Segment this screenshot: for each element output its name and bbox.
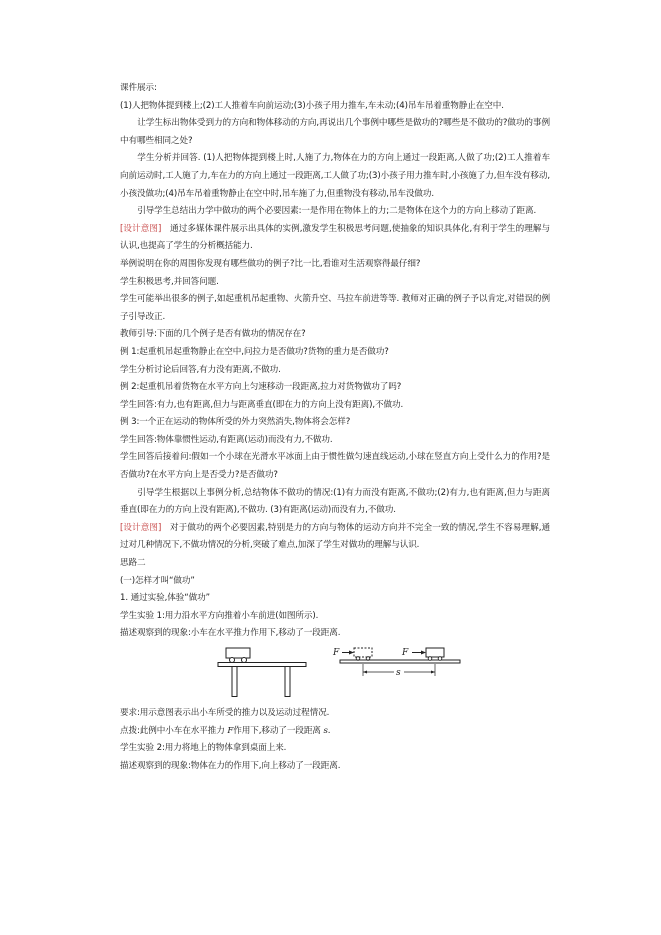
- cart-diagram: [120, 643, 550, 703]
- symbol-s: s: [323, 725, 328, 736]
- heading-courseware: 课件展示:: [120, 83, 157, 93]
- cart-body: [226, 648, 250, 658]
- experiment-2: 学生实验 2:用力将地上的物体拿到桌面上来.: [120, 743, 287, 754]
- paragraph: 让学生标出物体受到力的方向和物体移动的方向,再说出几个事例中哪些是做功的?哪些是不做功的?做功的事例中有哪些相同之处?: [120, 118, 550, 146]
- paragraph: 引导学生总结出力学中做功的两个必要因素:一是作用在物体上的力;二是物体在这个力的方向上移动了距离.: [137, 206, 537, 217]
- cart-wheel: [428, 657, 432, 661]
- symbol-F: F: [227, 725, 234, 736]
- example-3: 例 3:一个正在运动的物体所受的外力突然消失,物体将会怎样?: [120, 417, 351, 428]
- arrow-head: [421, 651, 426, 655]
- subsection-heading: (一)怎样才叫“做功”: [120, 575, 195, 586]
- section-heading: 思路二: [120, 558, 146, 569]
- hint-text: .: [327, 725, 331, 736]
- paragraph: 引导学生根据以上事例分析,总结物体不做功的情况:(1)有力而没有距离,不做功;(2)有力,也有距离,但力与距离垂直(即在力的方向上没有距离),不做功. (3)有距离(运动)而没有力,不做功.: [120, 487, 550, 516]
- document-body: [120, 80, 550, 775]
- design-intent-text: 对于做功的两个必要因素,特别是力的方向与物体的运动方向并不完全一致的情况,学生不容易理解,通过对几种情况下,不做功情况的分析,突破了难点,加深了学生对做功的理解与认识.: [120, 522, 551, 551]
- paragraph: 学生积极思考,并回答问题.: [120, 276, 219, 287]
- cart-end-position: [426, 648, 444, 657]
- cart-start-position: [354, 648, 372, 657]
- arrow-head: [363, 671, 367, 674]
- cart-push-figure: [120, 643, 550, 703]
- table-leg: [285, 667, 290, 697]
- paragraph: 学生可能举出很多的例子,如起重机吊起重物、火箭升空、马拉车前进等等. 教师对正确的例子予以肯定,对错误的例子引导改正.: [120, 294, 550, 322]
- paragraph: 学生分析讨论后回答,有力没有距离,不做功.: [120, 364, 281, 375]
- force-displacement-diagram: [332, 648, 460, 678]
- paragraph: 描述观察到的现象:小车在水平推力作用下,移动了一段距离.: [120, 628, 341, 639]
- design-intent-text: 通过多媒体课件展示出具体的实例,激发学生积极思考问题,使抽象的知识具体化,有利于学生的理解与认识,也提高了学生的分析概括能力.: [120, 223, 551, 252]
- paragraph: 教师引导:下面的几个例子是否有做功的情况存在?: [120, 329, 306, 340]
- table-top: [218, 663, 306, 667]
- cart-wheel: [438, 657, 442, 661]
- force-label-right: F: [402, 648, 409, 658]
- paragraph: (1)人把物体提到楼上;(2)工人推着车向前运动;(3)小孩子用力推车,车未动;(4)吊车吊着重物静止在空中.: [120, 100, 504, 111]
- subsection-heading: 1. 通过实验,体验“做功”: [120, 593, 210, 604]
- paragraph: 学生回答:有力,也有距离,但力与距离垂直(即在力的方向上没有距离),不做功.: [120, 399, 404, 410]
- paragraph: 要求:用示意图表示出小车所受的推力以及运动过程情况.: [120, 708, 330, 718]
- paragraph: 学生回答后接着问:假如一个小球在光滑水平冰面上由于惯性做匀速直线运动,小球在竖直方向上受什么力的作用?是否做功?在水平方向上是否受力?是否做功?: [120, 452, 550, 481]
- design-intent-paragraph: [120, 221, 550, 256]
- experiment-1: 学生实验 1:用力沿水平方向推着小车前进(如图所示).: [120, 610, 319, 621]
- paragraph: 描述观察到的现象:物体在力的作用下,向上移动了一段距离.: [120, 760, 341, 771]
- hint-text: 作用下,移动了一段距离: [233, 725, 324, 736]
- design-intent-tag: [设计意图]: [120, 223, 162, 234]
- design-intent-tag: [设计意图]: [120, 522, 162, 533]
- hint-text: 点拨:此例中小车在水平推力: [120, 725, 228, 736]
- table-leg: [232, 667, 237, 697]
- hint-paragraph: [120, 723, 550, 741]
- force-label-left: F: [333, 648, 340, 658]
- design-intent-paragraph: [120, 520, 550, 555]
- example-1: 例 1:起重机吊起重物静止在空中,问拉力是否做功?货物的重力是否做功?: [120, 346, 389, 357]
- cart-on-table-illustration: [218, 648, 306, 697]
- example-2: 例 2:起重机吊着货物在水平方向上匀速移动一段距离,拉力对货物做功了吗?: [120, 382, 402, 393]
- cart-wheel: [230, 658, 235, 663]
- arrow-head: [349, 651, 354, 655]
- paragraph: 学生分析并回答. (1)人把物体提到楼上时,人施了力,物体在力的方向上通过一段距离,人做了功;(2)工人推着车向前运动时,工人施了力,车在力的方向上通过一段距离,工人做了功;(3)小孩子用力推车时,小孩施了力,但车没有移动,小孩没做功;(4)吊车吊着重物静止在空中时,吊车施了力,但重物没有移动,吊车没做功.: [120, 153, 550, 199]
- cart-wheel: [242, 658, 247, 663]
- paragraph: 学生回答:物体靠惯性运动,有距离(运动)而没有力,不做功.: [120, 434, 333, 445]
- arrow-head: [431, 671, 435, 674]
- distance-label: s: [396, 668, 401, 678]
- paragraph: 举例说明在你的周围你发现有哪些做功的例子?比一比,看谁对生活观察得最仔细?: [120, 258, 421, 269]
